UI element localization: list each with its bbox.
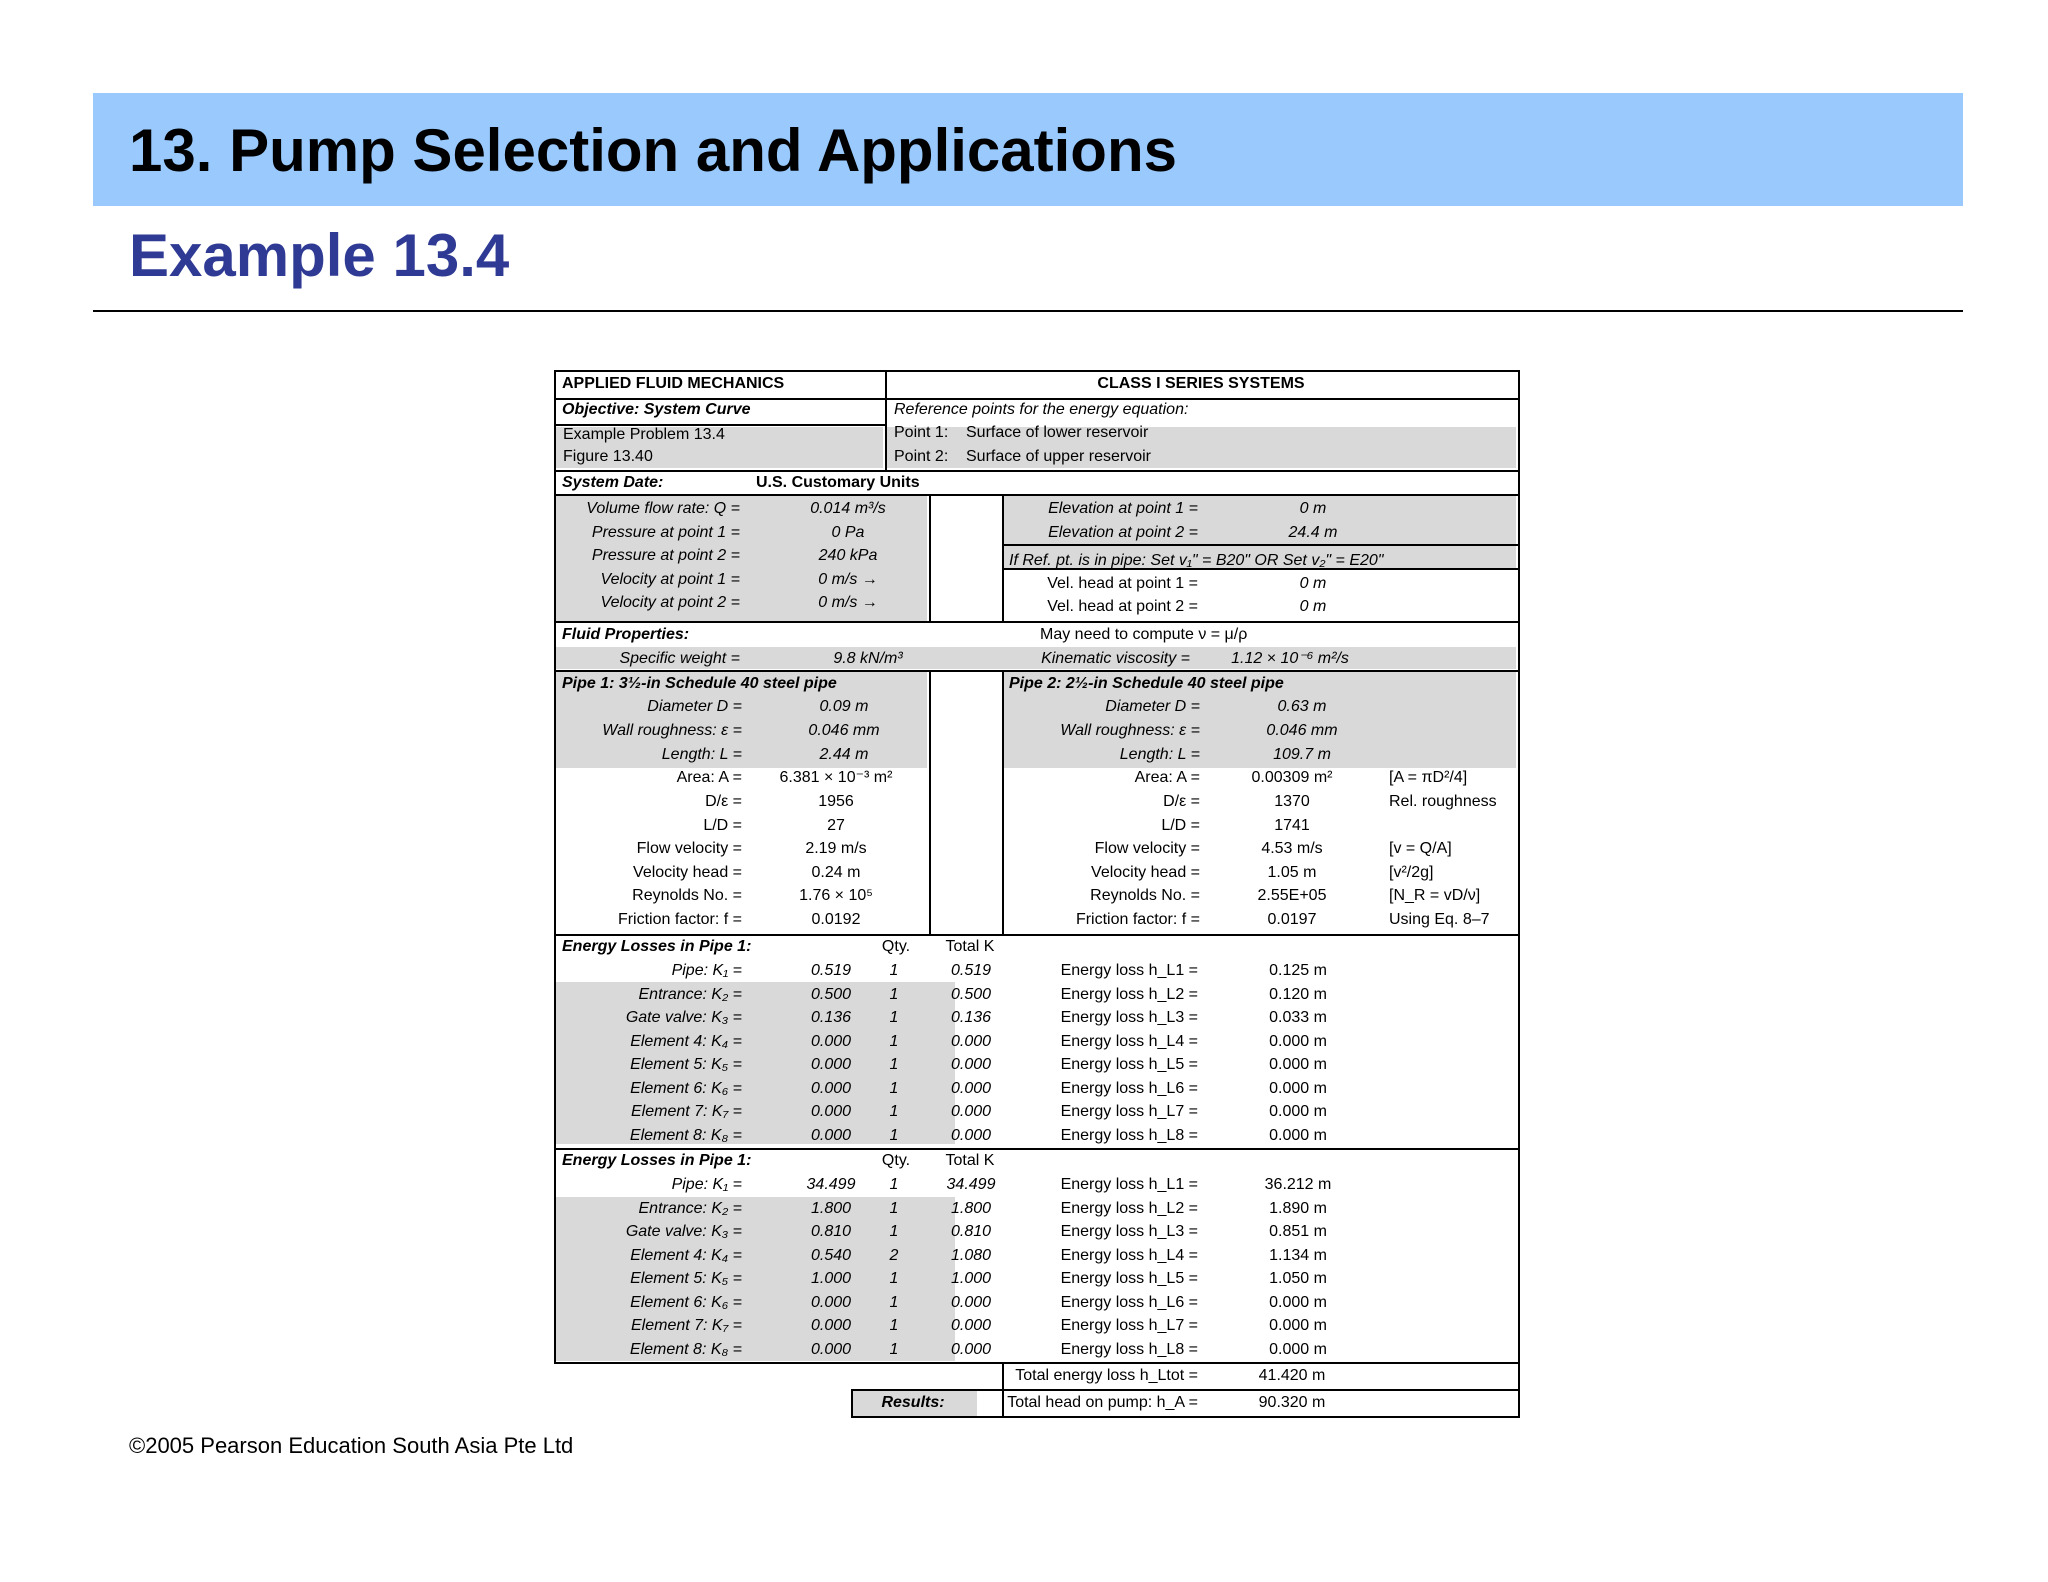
losses_block1-k-value-0: 0.519 (810, 962, 852, 979)
losses_block1-loss-value-4: 0.000 m (1269, 1056, 1327, 1073)
kinematic-viscosity-value: 1.12 × 10⁻⁶ m²/s (1231, 650, 1349, 667)
losses_block2-loss-value-7: 0.000 m (1269, 1340, 1327, 1358)
pipe2-computed-note-6: Using Eq. 8–7 (1389, 911, 1490, 928)
results-label: Results: (881, 1394, 945, 1411)
pipe2-input-label-1: Wall roughness: ε = (1060, 722, 1200, 739)
losses_block1-loss-label-5: Energy loss h_L6 = (1060, 1079, 1198, 1097)
losses_block1-loss-value-6: 0.000 m (1269, 1103, 1327, 1120)
losses_block1-k-label-1: Entrance: K₂ = (638, 985, 742, 1003)
system-data-value-3: 0 m/s → (818, 571, 878, 588)
velocity-head-value-0: 0 m (1299, 575, 1327, 592)
losses_block1-qty-2: 1 (889, 1009, 899, 1026)
velocity-head-value-1: 0 m (1299, 598, 1327, 615)
nu-note: May need to compute ν = μ/ρ (1040, 626, 1248, 643)
pipe2-computed-label-3: Flow velocity = (1094, 840, 1200, 857)
losses_block1-loss-value-1: 0.120 m (1269, 985, 1327, 1003)
grid-line (851, 1416, 1520, 1418)
losses_block1-qty-header: Qty. (881, 938, 911, 955)
losses_block1-loss-value-3: 0.000 m (1269, 1032, 1327, 1050)
pipe2-computed-note-1: Rel. roughness (1389, 793, 1497, 810)
pipe2-title: Pipe 2: 2½-in Schedule 40 steel pipe (1009, 675, 1284, 692)
grid-line (554, 1362, 1002, 1364)
pipe2-computed-value-4: 1.05 m (1267, 864, 1317, 881)
losses_block2-k-label-2: Gate valve: K₃ = (625, 1223, 742, 1240)
pipe2-computed-value-5: 2.55E+05 (1257, 887, 1327, 904)
losses_block1-total-3: 0.000 (950, 1032, 992, 1050)
total-head-label: Total head on pump: h_A = (1007, 1394, 1198, 1411)
system-data-label-1: Pressure at point 1 = (591, 524, 740, 541)
losses_block2-loss-value-1: 1.890 m (1269, 1199, 1327, 1217)
pipe2-computed-value-6: 0.0197 (1267, 911, 1317, 928)
losses_block1-total-1: 0.500 (950, 985, 992, 1003)
losses_block2-loss-label-0: Energy loss h_L1 = (1060, 1176, 1198, 1193)
losses_block1-k-label-2: Gate valve: K₃ = (625, 1009, 742, 1026)
losses_block2-k-label-0: Pipe: K₁ = (671, 1176, 742, 1193)
elevation-label-1: Elevation at point 2 = (1048, 524, 1198, 541)
specific-weight-value: 9.8 kN/m³ (833, 650, 903, 667)
losses_block1-k-label-5: Element 6: K₆ = (630, 1079, 742, 1097)
grid-line (1002, 1362, 1520, 1364)
elevation-label-0: Elevation at point 1 = (1048, 500, 1198, 517)
losses_block1-k-value-6: 0.000 (810, 1103, 852, 1120)
losses_block1-k-value-2: 0.136 (810, 1009, 852, 1026)
losses_block2-loss-value-0: 36.212 m (1264, 1176, 1332, 1193)
system-data-label-0: Volume flow rate: Q = (586, 500, 740, 517)
pipe2-computed-label-0: Area: A = (1134, 769, 1200, 786)
units: U.S. Customary Units (756, 474, 920, 491)
losses_block2-total-3: 1.080 (950, 1246, 992, 1264)
pipe1-computed-label-3: Flow velocity = (636, 840, 742, 857)
losses_block1-loss-label-0: Energy loss h_L1 = (1060, 962, 1198, 979)
system-data-label-4: Velocity at point 2 = (600, 594, 740, 611)
velocity-head-label-1: Vel. head at point 2 = (1047, 598, 1198, 615)
figure-ref: Figure 13.40 (563, 448, 653, 465)
grid-line (1002, 1389, 1520, 1391)
losses_block2-total-1: 1.800 (950, 1199, 992, 1217)
pipe1-computed-label-2: L/D = (703, 817, 742, 834)
losses_block1-loss-label-4: Energy loss h_L5 = (1060, 1056, 1198, 1073)
losses_block2-k-value-4: 1.000 (810, 1270, 852, 1287)
losses_block2-loss-value-6: 0.000 m (1269, 1317, 1327, 1334)
losses_block2-k-label-6: Element 7: K₇ = (631, 1317, 742, 1334)
grid-line (554, 670, 1520, 672)
losses_block1-k-label-0: Pipe: K₁ = (671, 962, 742, 979)
losses_block1-loss-value-7: 0.000 m (1269, 1126, 1327, 1144)
losses_block2-total-4: 1.000 (950, 1270, 992, 1287)
losses_block2-k-value-5: 0.000 (810, 1293, 852, 1311)
pipe1-computed-value-0: 6.381 × 10⁻³ m² (779, 769, 893, 786)
pipe1-computed-value-5: 1.76 × 10⁵ (799, 887, 873, 904)
kinematic-viscosity-label: Kinematic viscosity = (1041, 650, 1190, 667)
losses_block2-loss-label-1: Energy loss h_L2 = (1060, 1199, 1198, 1217)
losses_block2-k-value-0: 34.499 (806, 1176, 856, 1193)
pipe2-input-value-1: 0.046 mm (1266, 722, 1338, 739)
elevation-value-1: 24.4 m (1288, 524, 1338, 541)
losses_block1-qty-6: 1 (889, 1103, 899, 1120)
losses_block2-qty-1: 1 (889, 1199, 899, 1217)
losses_block2-qty-3: 2 (889, 1246, 899, 1264)
pipe1-computed-value-1: 1956 (818, 793, 854, 810)
system-data-label: System Date: (562, 474, 664, 491)
point1-label: Point 1: (894, 424, 949, 441)
total-loss-label: Total energy loss h_Ltot = (1015, 1367, 1198, 1384)
pipe2-computed-value-0: 0.00309 m² (1251, 769, 1333, 786)
losses_block2-qty-7: 1 (889, 1340, 899, 1358)
pipe1-computed-label-4: Velocity head = (633, 864, 742, 881)
system-data-label-3: Velocity at point 1 = (600, 571, 740, 588)
losses_block2-total-5: 0.000 (950, 1293, 992, 1311)
losses_block1-loss-label-2: Energy loss h_L3 = (1060, 1009, 1198, 1026)
losses_block1-qty-1: 1 (889, 985, 899, 1003)
losses_block2-loss-label-3: Energy loss h_L4 = (1060, 1246, 1198, 1264)
losses_block2-total-7: 0.000 (950, 1340, 992, 1358)
pipe1-computed-value-6: 0.0192 (811, 911, 861, 928)
pipe1-title: Pipe 1: 3½-in Schedule 40 steel pipe (562, 675, 837, 692)
losses_block1-loss-value-0: 0.125 m (1269, 962, 1327, 979)
losses_block2-k-value-1: 1.800 (810, 1199, 852, 1217)
losses_block2-k-label-3: Element 4: K₄ = (630, 1246, 742, 1264)
losses_block1-qty-3: 1 (889, 1032, 899, 1050)
point2-desc: Surface of upper reservoir (966, 448, 1151, 465)
losses_block2-qty-2: 1 (889, 1223, 899, 1240)
losses_block1-total-4: 0.000 (950, 1056, 992, 1073)
losses_block2-title: Energy Losses in Pipe 1: (562, 1152, 752, 1169)
system-data-label-2: Pressure at point 2 = (591, 547, 740, 564)
losses_block1-total-2: 0.136 (950, 1009, 992, 1026)
losses_block2-loss-label-5: Energy loss h_L6 = (1060, 1293, 1198, 1311)
losses_block2-total-6: 0.000 (950, 1317, 992, 1334)
losses_block2-k-value-3: 0.540 (810, 1246, 852, 1264)
grid-line (1518, 370, 1520, 1418)
losses_block1-loss-label-6: Energy loss h_L7 = (1060, 1103, 1198, 1120)
losses_block1-totalk-header: Total K (945, 938, 995, 955)
pipe1-computed-label-0: Area: A = (676, 769, 742, 786)
losses_block1-title: Energy Losses in Pipe 1: (562, 938, 752, 955)
losses_block2-k-label-4: Element 5: K₅ = (630, 1270, 742, 1287)
losses_block1-k-value-3: 0.000 (810, 1032, 852, 1050)
losses_block2-loss-value-5: 0.000 m (1269, 1293, 1327, 1311)
losses_block1-k-value-7: 0.000 (810, 1126, 852, 1144)
grid-line (554, 370, 556, 1364)
losses_block2-loss-label-7: Energy loss h_L8 = (1060, 1340, 1198, 1358)
losses_block1-total-6: 0.000 (950, 1103, 992, 1120)
pipe2-computed-value-3: 4.53 m/s (1261, 840, 1323, 857)
losses_block2-qty-5: 1 (889, 1293, 899, 1311)
losses_block2-qty-6: 1 (889, 1317, 899, 1334)
slide-subtitle: Example 13.4 (129, 222, 510, 289)
pipe1-computed-value-4: 0.24 m (811, 864, 861, 881)
pipe1-input-value-2: 2.44 m (819, 746, 869, 763)
losses_block2-loss-value-2: 0.851 m (1269, 1223, 1327, 1240)
pipe1-input-value-1: 0.046 mm (808, 722, 880, 739)
losses_block1-k-value-4: 0.000 (810, 1056, 852, 1073)
pipe1-computed-label-5: Reynolds No. = (632, 887, 742, 904)
losses_block1-k-label-3: Element 4: K₄ = (630, 1032, 742, 1050)
point2-label: Point 2: (894, 448, 949, 465)
losses_block2-k-value-7: 0.000 (810, 1340, 852, 1358)
losses_block1-total-5: 0.000 (950, 1079, 992, 1097)
losses_block1-loss-label-3: Energy loss h_L4 = (1060, 1032, 1198, 1050)
losses_block1-k-label-6: Element 7: K₇ = (631, 1103, 742, 1120)
losses_block1-k-label-4: Element 5: K₅ = (630, 1056, 742, 1073)
losses_block1-loss-value-2: 0.033 m (1269, 1009, 1327, 1026)
grid-line (554, 370, 1520, 372)
slide-title: 13. Pump Selection and Applications (129, 117, 1177, 184)
losses_block2-qty-4: 1 (889, 1270, 899, 1287)
losses_block2-loss-label-4: Energy loss h_L5 = (1060, 1270, 1198, 1287)
losses_block2-loss-value-3: 1.134 m (1269, 1246, 1327, 1264)
losses_block1-qty-0: 1 (889, 962, 899, 979)
elevation-value-0: 0 m (1299, 500, 1327, 517)
grid-line (1004, 544, 1520, 546)
pipe1-computed-value-2: 27 (827, 817, 845, 834)
point1-desc: Surface of lower reservoir (966, 424, 1149, 441)
velocity-head-label-0: Vel. head at point 1 = (1047, 575, 1198, 592)
losses_block1-total-7: 0.000 (950, 1126, 992, 1144)
book-title: APPLIED FLUID MECHANICS (562, 375, 785, 392)
pipe1-input-label-0: Diameter D = (647, 698, 742, 715)
pipe1-input-label-1: Wall roughness: ε = (602, 722, 742, 739)
pipe2-input-label-0: Diameter D = (1105, 698, 1200, 715)
losses_block2-loss-value-4: 1.050 m (1269, 1270, 1327, 1287)
losses_block1-loss-label-1: Energy loss h_L2 = (1060, 985, 1198, 1003)
grid-line (554, 494, 1520, 496)
total-head-value: 90.320 m (1258, 1394, 1326, 1411)
grid-line (885, 370, 887, 470)
losses_block2-k-label-5: Element 6: K₆ = (630, 1293, 742, 1311)
pipe1-computed-label-1: D/ε = (705, 793, 742, 810)
pipe2-computed-note-5: [N_R = vD/ν] (1389, 887, 1481, 904)
pipe1-computed-label-6: Friction factor: f = (617, 911, 742, 928)
system-data-value-4: 0 m/s → (818, 594, 878, 611)
problem-ref: Example Problem 13.4 (563, 426, 725, 443)
system-type: CLASS I SERIES SYSTEMS (1097, 375, 1305, 392)
pipe2-input-value-2: 109.7 m (1273, 746, 1331, 763)
total-loss-value: 41.420 m (1258, 1367, 1326, 1384)
pipe-note: If Ref. pt. is in pipe: Set v₁" = B20" OR Set v₂" = E20" (1009, 552, 1384, 569)
fluid-properties-label: Fluid Properties: (562, 626, 690, 643)
losses_block2-total-0: 34.499 (946, 1176, 996, 1193)
losses_block2-k-label-7: Element 8: K₈ = (629, 1340, 742, 1358)
pipe1-input-label-2: Length: L = (661, 746, 742, 763)
losses_block2-loss-label-6: Energy loss h_L7 = (1060, 1317, 1198, 1334)
pipe2-computed-note-3: [v = Q/A] (1389, 840, 1452, 857)
reference-note: Reference points for the energy equation: (894, 401, 1189, 418)
losses_block2-loss-label-2: Energy loss h_L3 = (1060, 1223, 1198, 1240)
pipe2-computed-note-4: [v²/2g] (1389, 864, 1434, 881)
losses_block2-k-value-6: 0.000 (810, 1317, 852, 1334)
losses_block1-qty-5: 1 (889, 1079, 899, 1097)
losses_block1-qty-7: 1 (889, 1126, 899, 1144)
losses_block1-loss-value-5: 0.000 m (1269, 1079, 1327, 1097)
copyright-footer: ©2005 Pearson Education South Asia Pte Ltd (129, 1433, 574, 1458)
losses_block1-loss-label-7: Energy loss h_L8 = (1060, 1126, 1198, 1144)
objective: Objective: System Curve (562, 401, 751, 418)
pipe2-computed-label-1: D/ε = (1163, 793, 1200, 810)
pipe2-input-label-2: Length: L = (1119, 746, 1200, 763)
grid-line (554, 621, 1520, 623)
losses_block2-qty-header: Qty. (881, 1152, 911, 1169)
losses_block2-total-2: 0.810 (950, 1223, 992, 1240)
pipe2-computed-value-1: 1370 (1274, 793, 1310, 810)
pipe2-computed-note-0: [A = πD²/4] (1389, 769, 1468, 786)
losses_block2-k-value-2: 0.810 (810, 1223, 852, 1240)
losses_block1-k-value-1: 0.500 (810, 985, 852, 1003)
system-data-value-2: 240 kPa (818, 547, 878, 564)
grid-line (851, 1389, 1002, 1391)
pipe2-computed-label-2: L/D = (1161, 817, 1200, 834)
system-data-value-1: 0 Pa (831, 524, 865, 541)
losses_block2-totalk-header: Total K (945, 1152, 995, 1169)
pipe2-computed-label-4: Velocity head = (1091, 864, 1200, 881)
pipe2-computed-label-5: Reynolds No. = (1090, 887, 1200, 904)
specific-weight-label: Specific weight = (619, 650, 740, 667)
grid-line (554, 470, 1520, 472)
losses_block1-k-value-5: 0.000 (810, 1079, 852, 1097)
losses_block2-qty-0: 1 (889, 1176, 899, 1193)
losses_block1-qty-4: 1 (889, 1056, 899, 1073)
pipe1-computed-value-3: 2.19 m/s (805, 840, 867, 857)
losses_block2-k-label-1: Entrance: K₂ = (638, 1199, 742, 1217)
pipe2-computed-value-2: 1741 (1274, 817, 1310, 834)
losses_block1-k-label-7: Element 8: K₈ = (629, 1126, 742, 1144)
losses_block1-total-0: 0.519 (950, 962, 992, 979)
pipe1-input-value-0: 0.09 m (819, 698, 869, 715)
pipe2-computed-label-6: Friction factor: f = (1075, 911, 1200, 928)
system-data-value-0: 0.014 m³/s (810, 500, 886, 517)
pipe2-input-value-0: 0.63 m (1277, 698, 1327, 715)
